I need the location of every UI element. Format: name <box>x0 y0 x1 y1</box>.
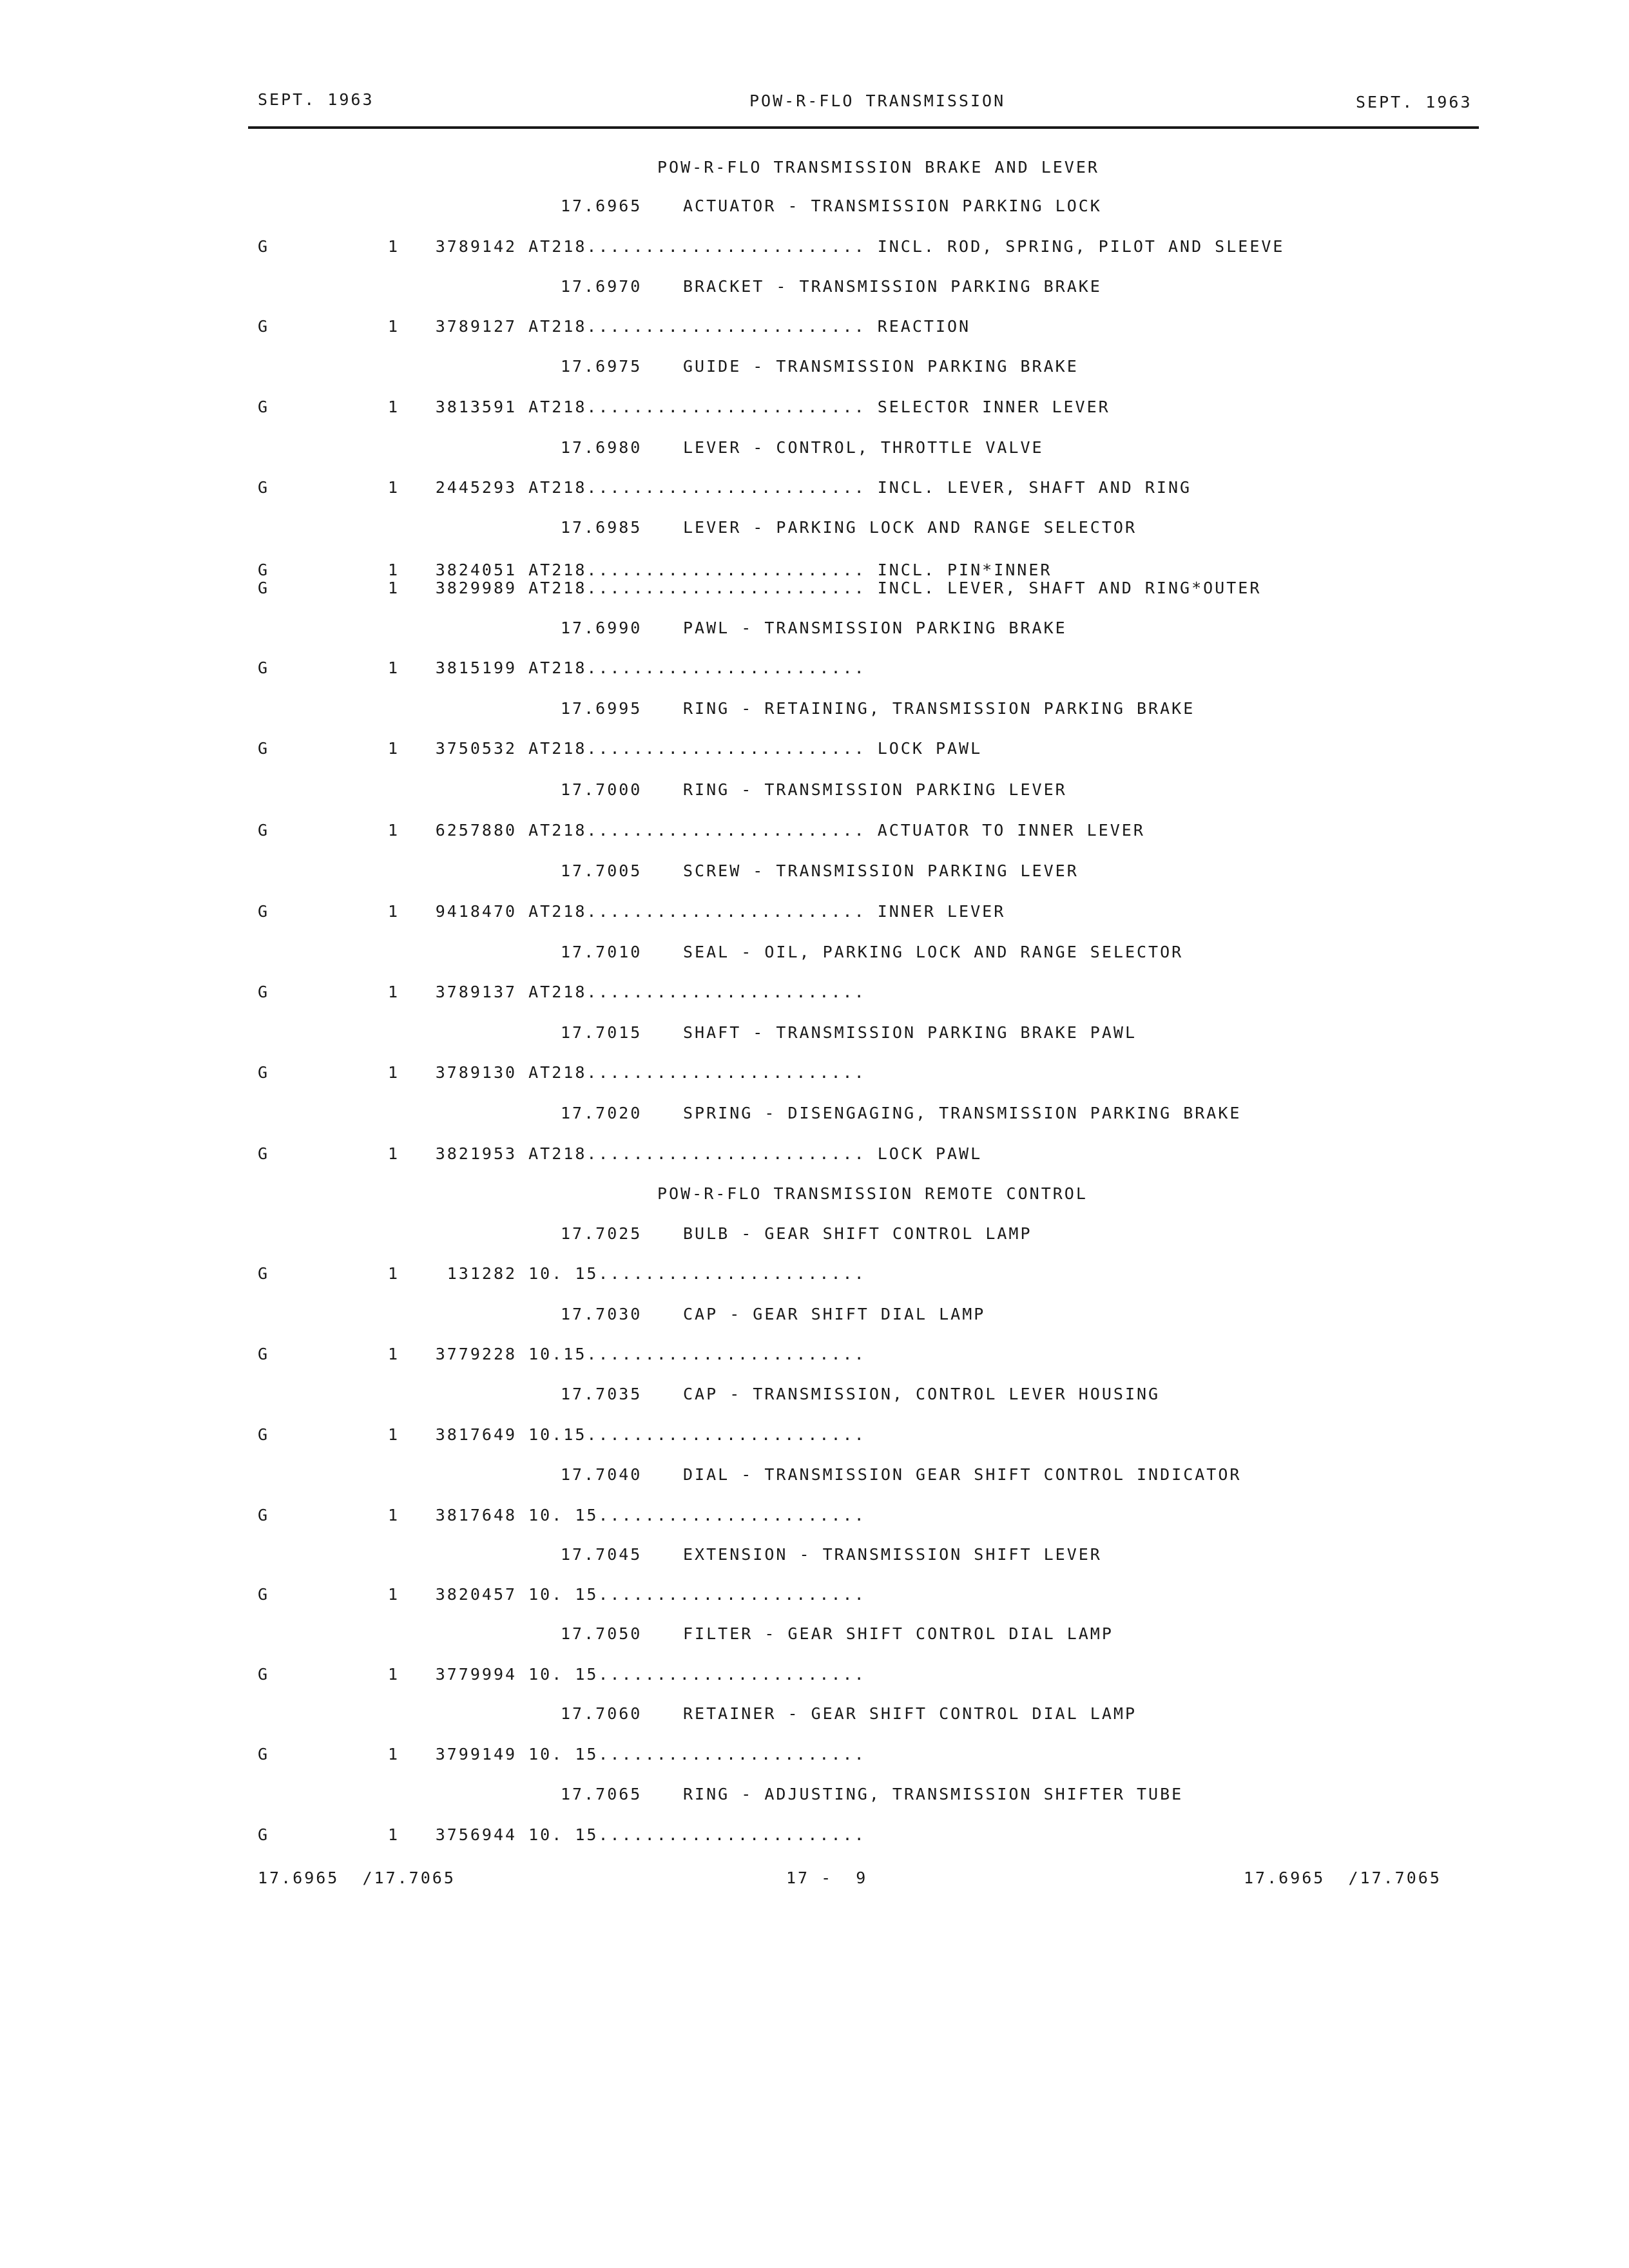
part-number: 3817648 <box>435 1506 517 1524</box>
footer-right: 17.6965 /17.7065 <box>1244 1869 1441 1887</box>
part-number: 131282 <box>447 1264 517 1283</box>
part-code: G <box>258 902 270 921</box>
part-note: INCL. PIN*INNER <box>877 561 1052 579</box>
header-center: POW-R-FLO TRANSMISSION <box>749 91 1006 110</box>
part-number: 9418470 <box>435 902 517 921</box>
part-code: G <box>258 821 270 840</box>
part-quantity: 1 <box>388 561 400 579</box>
part-quantity: 1 <box>388 579 400 597</box>
leader-dots: ........................ <box>586 237 866 256</box>
part-code: G <box>258 1345 270 1363</box>
leader-dots: ........................ <box>586 658 866 677</box>
category-description: BULB - GEAR SHIFT CONTROL LAMP <box>683 1224 1032 1243</box>
part-number: 6257880 <box>435 821 517 840</box>
category-number: 17.6995 <box>561 699 642 718</box>
leader-dots: ....................... <box>598 1665 866 1684</box>
category-number: 17.7060 <box>561 1704 642 1723</box>
part-quantity: 1 <box>388 1425 400 1444</box>
part-row <box>388 983 878 1001</box>
section-title: POW-R-FLO TRANSMISSION REMOTE CONTROL <box>657 1184 1088 1203</box>
part-quantity: 1 <box>388 1264 400 1283</box>
part-model: 10. 15 <box>528 1264 599 1283</box>
part-number: 3821953 <box>435 1144 517 1163</box>
category-heading <box>561 518 1137 537</box>
part-row <box>388 1665 878 1684</box>
part-code: G <box>258 1506 270 1524</box>
part-model: AT218 <box>528 1144 587 1163</box>
category-heading <box>561 619 1067 637</box>
part-row <box>388 902 1005 921</box>
part-row <box>388 561 1052 579</box>
part-row <box>388 1063 878 1082</box>
part-row <box>388 1264 878 1283</box>
category-number: 17.7050 <box>561 1624 642 1643</box>
part-note: LOCK PAWL <box>877 739 983 758</box>
category-heading <box>561 1704 1137 1723</box>
part-number: 3817649 <box>435 1425 517 1444</box>
part-model: 10. 15 <box>528 1825 599 1844</box>
part-number: 3829989 <box>435 579 517 597</box>
category-number: 17.6985 <box>561 518 642 537</box>
part-quantity: 1 <box>388 317 400 336</box>
part-model: AT218 <box>528 739 587 758</box>
part-note: INNER LEVER <box>877 902 1006 921</box>
part-model: AT218 <box>528 658 587 677</box>
part-number: 3756944 <box>435 1825 517 1844</box>
category-heading <box>561 699 1195 718</box>
leader-dots: ....................... <box>598 1825 866 1844</box>
part-row <box>388 1345 878 1363</box>
category-heading <box>561 438 1044 457</box>
category-description: PAWL - TRANSMISSION PARKING BRAKE <box>683 619 1067 637</box>
part-quantity: 1 <box>388 1144 400 1163</box>
part-model: AT218 <box>528 1063 587 1082</box>
part-code: G <box>258 398 270 416</box>
leader-dots: ........................ <box>586 739 866 758</box>
leader-dots: ....................... <box>598 1745 866 1763</box>
category-heading <box>561 1224 1032 1243</box>
leader-dots: ........................ <box>586 821 866 840</box>
part-row <box>388 398 1110 416</box>
footer-center: 17 - 9 <box>786 1869 868 1887</box>
part-row <box>388 821 1145 840</box>
part-number: 3799149 <box>435 1745 517 1763</box>
category-number: 17.7035 <box>561 1385 642 1403</box>
part-quantity: 1 <box>388 821 400 840</box>
category-number: 17.7005 <box>561 861 642 880</box>
category-number: 17.7000 <box>561 780 642 799</box>
leader-dots: ........................ <box>586 579 866 597</box>
category-description: SHAFT - TRANSMISSION PARKING BRAKE PAWL <box>683 1023 1137 1042</box>
part-code: G <box>258 317 270 336</box>
part-quantity: 1 <box>388 983 400 1001</box>
category-number: 17.7040 <box>561 1465 642 1484</box>
category-description: RETAINER - GEAR SHIFT CONTROL DIAL LAMP <box>683 1704 1137 1723</box>
category-description: DIAL - TRANSMISSION GEAR SHIFT CONTROL INDICATOR <box>683 1465 1242 1484</box>
category-number: 17.7065 <box>561 1785 642 1803</box>
part-note: REACTION <box>877 317 971 336</box>
part-row <box>388 237 1284 256</box>
footer-left: 17.6965 /17.7065 <box>258 1869 456 1887</box>
part-number: 3750532 <box>435 739 517 758</box>
category-heading <box>561 861 1079 880</box>
part-quantity: 1 <box>388 1665 400 1684</box>
category-description: LEVER - PARKING LOCK AND RANGE SELECTOR <box>683 518 1137 537</box>
category-number: 17.6990 <box>561 619 642 637</box>
part-row <box>388 658 878 677</box>
part-quantity: 1 <box>388 478 400 497</box>
category-heading <box>561 197 1102 215</box>
part-note: INCL. LEVER, SHAFT AND RING <box>877 478 1192 497</box>
part-number: 3824051 <box>435 561 517 579</box>
leader-dots: ........................ <box>586 1144 866 1163</box>
category-number: 17.7030 <box>561 1305 642 1323</box>
part-quantity: 1 <box>388 658 400 677</box>
part-code: G <box>258 579 270 597</box>
part-number: 3813591 <box>435 398 517 416</box>
part-quantity: 1 <box>388 398 400 416</box>
part-model: 10.15 <box>528 1345 587 1363</box>
part-number: 3789127 <box>435 317 517 336</box>
part-model: AT218 <box>528 478 587 497</box>
leader-dots: ........................ <box>586 398 866 416</box>
part-code: G <box>258 1585 270 1604</box>
part-row <box>388 579 1261 597</box>
part-quantity: 1 <box>388 1825 400 1844</box>
category-description: ACTUATOR - TRANSMISSION PARKING LOCK <box>683 197 1102 215</box>
category-description: RING - TRANSMISSION PARKING LEVER <box>683 780 1067 799</box>
part-row <box>388 1825 878 1844</box>
part-model: 10. 15 <box>528 1665 599 1684</box>
part-model: 10.15 <box>528 1425 587 1444</box>
part-row <box>388 1425 878 1444</box>
category-description: LEVER - CONTROL, THROTTLE VALVE <box>683 438 1044 457</box>
part-quantity: 1 <box>388 1745 400 1763</box>
part-note: ACTUATOR TO INNER LEVER <box>877 821 1145 840</box>
category-number: 17.6970 <box>561 277 642 296</box>
part-code: G <box>258 1144 270 1163</box>
part-model: AT218 <box>528 983 587 1001</box>
part-row <box>388 1144 982 1163</box>
header-left: SEPT. 1963 <box>258 90 374 109</box>
category-heading <box>561 1305 985 1323</box>
category-number: 17.7015 <box>561 1023 642 1042</box>
header-rule <box>248 126 1479 129</box>
leader-dots: ........................ <box>586 902 866 921</box>
part-model: AT218 <box>528 579 587 597</box>
part-code: G <box>258 478 270 497</box>
part-code: G <box>258 237 270 256</box>
header-right: SEPT. 1963 <box>1356 93 1472 111</box>
category-number: 17.7045 <box>561 1545 642 1564</box>
part-note: LOCK PAWL <box>877 1144 983 1163</box>
part-model: AT218 <box>528 561 587 579</box>
part-number: 2445293 <box>435 478 517 497</box>
category-heading <box>561 357 1079 376</box>
part-code: G <box>258 1665 270 1684</box>
part-number: 3779994 <box>435 1665 517 1684</box>
part-number: 3779228 <box>435 1345 517 1363</box>
part-code: G <box>258 1425 270 1444</box>
part-model: AT218 <box>528 237 587 256</box>
part-code: G <box>258 983 270 1001</box>
category-heading <box>561 1104 1241 1122</box>
leader-dots: ........................ <box>586 317 866 336</box>
part-number: 3789142 <box>435 237 517 256</box>
category-description: EXTENSION - TRANSMISSION SHIFT LEVER <box>683 1545 1102 1564</box>
category-heading <box>561 277 1102 296</box>
category-description: BRACKET - TRANSMISSION PARKING BRAKE <box>683 277 1102 296</box>
part-code: G <box>258 1063 270 1082</box>
part-number: 3820457 <box>435 1585 517 1604</box>
category-description: CAP - GEAR SHIFT DIAL LAMP <box>683 1305 986 1323</box>
leader-dots: ....................... <box>598 1585 866 1604</box>
category-description: SEAL - OIL, PARKING LOCK AND RANGE SELECTOR <box>683 943 1184 961</box>
part-row <box>388 1585 878 1604</box>
category-number: 17.6975 <box>561 357 642 376</box>
leader-dots: ....................... <box>598 1506 866 1524</box>
part-model: 10. 15 <box>528 1585 599 1604</box>
category-number: 17.6965 <box>561 197 642 215</box>
part-code: G <box>258 1745 270 1763</box>
category-description: SPRING - DISENGAGING, TRANSMISSION PARKING BRAKE <box>683 1104 1242 1122</box>
category-number: 17.7025 <box>561 1224 642 1243</box>
part-model: AT218 <box>528 317 587 336</box>
part-note: SELECTOR INNER LEVER <box>877 398 1110 416</box>
part-quantity: 1 <box>388 1345 400 1363</box>
category-description: SCREW - TRANSMISSION PARKING LEVER <box>683 861 1079 880</box>
part-row <box>388 317 970 336</box>
part-note: INCL. LEVER, SHAFT AND RING*OUTER <box>877 579 1262 597</box>
part-model: AT218 <box>528 902 587 921</box>
part-model: AT218 <box>528 398 587 416</box>
part-quantity: 1 <box>388 902 400 921</box>
category-description: RING - RETAINING, TRANSMISSION PARKING BRAKE <box>683 699 1195 718</box>
part-code: G <box>258 561 270 579</box>
category-description: CAP - TRANSMISSION, CONTROL LEVER HOUSING <box>683 1385 1161 1403</box>
part-code: G <box>258 739 270 758</box>
category-description: FILTER - GEAR SHIFT CONTROL DIAL LAMP <box>683 1624 1113 1643</box>
category-heading <box>561 1385 1160 1403</box>
part-model: 10. 15 <box>528 1745 599 1763</box>
category-heading <box>561 943 1183 961</box>
part-code: G <box>258 1825 270 1844</box>
leader-dots: ........................ <box>586 1345 866 1363</box>
part-code: G <box>258 1264 270 1283</box>
part-note: INCL. ROD, SPRING, PILOT AND SLEEVE <box>877 237 1285 256</box>
category-number: 17.7010 <box>561 943 642 961</box>
part-quantity: 1 <box>388 1506 400 1524</box>
category-number: 17.7020 <box>561 1104 642 1122</box>
section-title: POW-R-FLO TRANSMISSION BRAKE AND LEVER <box>657 158 1099 177</box>
category-description: RING - ADJUSTING, TRANSMISSION SHIFTER TUBE <box>683 1785 1184 1803</box>
part-model: 10. 15 <box>528 1506 599 1524</box>
part-number: 3789130 <box>435 1063 517 1082</box>
category-heading <box>561 1545 1102 1564</box>
category-heading <box>561 1624 1113 1643</box>
part-row <box>388 1506 878 1524</box>
part-quantity: 1 <box>388 237 400 256</box>
category-heading <box>561 1785 1183 1803</box>
leader-dots: ........................ <box>586 561 866 579</box>
part-number: 3789137 <box>435 983 517 1001</box>
leader-dots: ........................ <box>586 1425 866 1444</box>
part-code: G <box>258 658 270 677</box>
leader-dots: ....................... <box>598 1264 866 1283</box>
part-number: 3815199 <box>435 658 517 677</box>
category-description: GUIDE - TRANSMISSION PARKING BRAKE <box>683 357 1079 376</box>
leader-dots: ........................ <box>586 1063 866 1082</box>
category-number: 17.6980 <box>561 438 642 457</box>
part-model: AT218 <box>528 821 587 840</box>
leader-dots: ........................ <box>586 478 866 497</box>
leader-dots: ........................ <box>586 983 866 1001</box>
part-row <box>388 478 1191 497</box>
part-quantity: 1 <box>388 1063 400 1082</box>
part-row <box>388 1745 878 1763</box>
category-heading <box>561 1023 1137 1042</box>
part-quantity: 1 <box>388 739 400 758</box>
part-quantity: 1 <box>388 1585 400 1604</box>
category-heading <box>561 780 1067 799</box>
category-heading <box>561 1465 1241 1484</box>
part-row <box>388 739 982 758</box>
